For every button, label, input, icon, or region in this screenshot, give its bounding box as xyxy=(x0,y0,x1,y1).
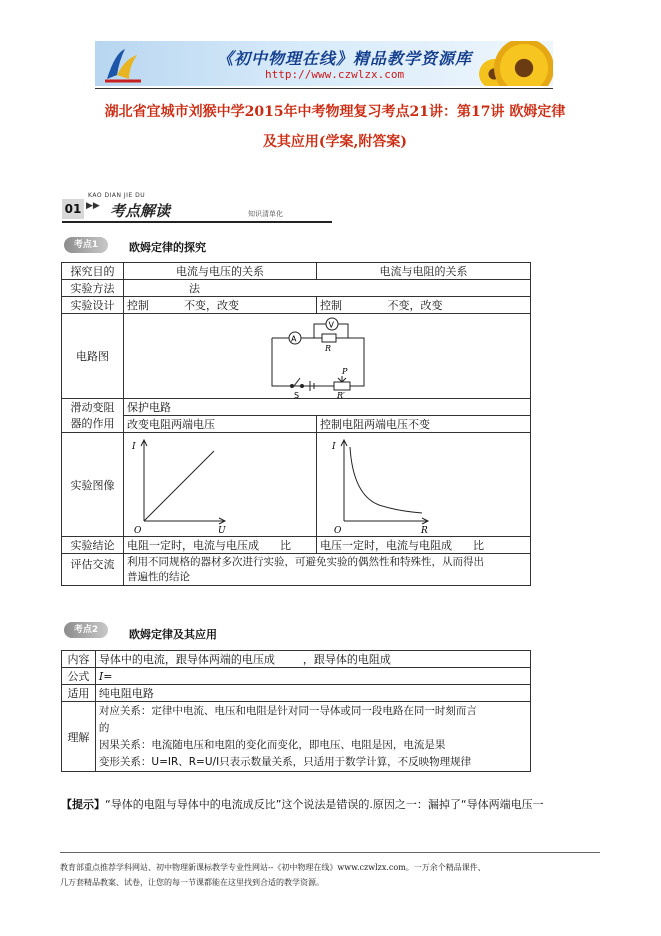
section-pinyin: KAO DIAN JIE DU xyxy=(88,192,146,199)
section-subtitle: 知识清单化 xyxy=(248,210,283,218)
row-label-line: 器的作用 xyxy=(70,416,115,430)
cell-text: 法 xyxy=(124,280,531,297)
ammeter-label: A xyxy=(291,334,297,344)
table-row xyxy=(62,433,531,537)
row-label: 适用 xyxy=(62,685,96,702)
row-label: 电路图 xyxy=(62,314,124,399)
kaodian-1-table xyxy=(61,262,531,586)
row-label: 探究目的 xyxy=(62,263,124,280)
row-label: 实验设计 xyxy=(62,297,124,314)
footer-divider xyxy=(60,852,600,853)
table-row xyxy=(62,702,531,772)
cell-text: 控制电阻两端电压不变 xyxy=(317,416,531,433)
understand-cell xyxy=(95,702,530,772)
cell-text: 电阻一定时，电流与电压成 比 xyxy=(124,537,317,554)
row-label: 理解 xyxy=(62,702,96,772)
row-label: 实验方法 xyxy=(62,280,124,297)
row-label: 内容 xyxy=(62,651,96,668)
footer-line1: 教育部重点推荐学科网站、初中物理新课标教学专业性网站--《初中物理在线》www.czwlzx.com。一万余个精品课件、 xyxy=(60,863,486,872)
cell-text: I= xyxy=(95,668,530,685)
section-arrow-icon: ▶▶ xyxy=(86,201,100,211)
graph-y-label: I xyxy=(132,442,136,452)
table-row xyxy=(62,263,531,280)
section-number: 01 xyxy=(62,199,84,219)
cell-text: 改变电阻两端电压 xyxy=(124,416,317,433)
header-divider xyxy=(95,88,553,89)
current-resistance-graph xyxy=(317,433,530,536)
sunflower-decoration-icon xyxy=(489,41,553,86)
cell-text: 控制 不变，改变 xyxy=(124,297,317,314)
table-row xyxy=(62,685,531,702)
row-label xyxy=(62,399,124,433)
graph-x-label: U xyxy=(218,526,226,536)
cell-text: 变形关系：U=IR、R=U/I只表示数量关系，只适用于数学计算，不反映物理规律 xyxy=(98,755,472,768)
cell-text: 导体中的电流，跟导体两端的电压成 ，跟导体的电阻成 xyxy=(95,651,530,668)
evaluation-cell xyxy=(124,554,531,586)
graph-origin-label: O xyxy=(334,526,342,536)
tip-paragraph xyxy=(61,796,544,812)
kaodian-2-badge: 考点2 xyxy=(64,622,108,638)
document-title-line2: 及其应用(学案,附答案) xyxy=(262,134,408,150)
cell-text: 电流与电阻的关系 xyxy=(317,263,531,280)
cell-text: 纯电阻电路 xyxy=(95,685,530,702)
cell-text: 普遍性的结论 xyxy=(127,570,190,583)
footer-line2: 几万套精品教案、试卷，让您的每一节课都能在这里找到合适的教学资源。 xyxy=(60,878,324,887)
kaodian-1-title: 欧姆定律的探究 xyxy=(129,241,206,254)
banner-title: 《初中物理在线》精品教学资源库 xyxy=(217,49,473,68)
header-banner xyxy=(95,41,553,86)
cell-text: 对应关系：定律中电流、电压和电阻是针对同一导体或同一段电路在同一时刻而言 xyxy=(98,704,477,717)
voltmeter-label: V xyxy=(328,320,334,330)
cell-text: 电压一定时，电流与电阻成 比 xyxy=(317,537,531,554)
switch-label: S xyxy=(294,391,300,398)
table-row xyxy=(62,416,531,433)
table-row xyxy=(62,651,531,668)
kaodian-1-badge: 考点1 xyxy=(64,237,108,253)
cell-text: 因果关系：电流随电压和电阻的变化而变化，即电压、电阻是因，电流是果 xyxy=(98,738,446,751)
tip-text: “导体的电阻与导体中的电流成反比”这个说法是错误的.原因之一：漏掉了“导体两端电压一 xyxy=(105,798,544,811)
graph-cell xyxy=(124,433,317,537)
graph-x-label: R xyxy=(421,526,428,536)
cell-text: 利用不同规格的器材多次进行实验，可避免实验的偶然性和特殊性，从而得出 xyxy=(127,555,484,568)
table-row xyxy=(62,554,531,586)
row-label: 实验结论 xyxy=(62,537,124,554)
circuit-diagram xyxy=(124,314,529,398)
banner-url[interactable]: http://www.czwlzx.com xyxy=(265,68,405,81)
row-label: 公式 xyxy=(62,668,96,685)
site-logo-icon xyxy=(103,45,143,83)
cell-text: 电流与电压的关系 xyxy=(124,263,317,280)
graph-cell xyxy=(317,433,531,537)
resistor-label: R xyxy=(325,344,332,353)
row-label-line: 滑动变阻 xyxy=(70,400,115,414)
table-row xyxy=(62,668,531,685)
current-voltage-graph xyxy=(124,433,316,536)
document-title-line1: 湖北省宜城市刘猴中学2015年中考物理复习考点21讲：第17讲 欧姆定律 xyxy=(104,104,566,120)
section-name: 考点解读 xyxy=(110,202,171,220)
rheostat-label: R′ xyxy=(337,391,345,398)
graph-origin-label: O xyxy=(134,526,142,536)
kaodian-2-table xyxy=(61,650,531,772)
kaodian-2-title: 欧姆定律及其应用 xyxy=(129,628,217,641)
table-row xyxy=(62,297,531,314)
table-row xyxy=(62,537,531,554)
row-label: 评估交流 xyxy=(62,554,124,586)
section-underline xyxy=(62,221,332,223)
slider-label: P xyxy=(342,367,348,376)
row-label: 实验图像 xyxy=(62,433,124,537)
graph-y-label: I xyxy=(332,442,336,452)
cell-text: 的 xyxy=(98,721,110,734)
table-row xyxy=(62,314,531,399)
circuit-diagram-cell xyxy=(124,314,531,399)
tip-label: 【提示】 xyxy=(61,798,105,811)
table-row xyxy=(62,399,531,416)
cell-text: 控制 不变，改变 xyxy=(317,297,531,314)
table-row xyxy=(62,280,531,297)
cell-text: 保护电路 xyxy=(124,399,531,416)
